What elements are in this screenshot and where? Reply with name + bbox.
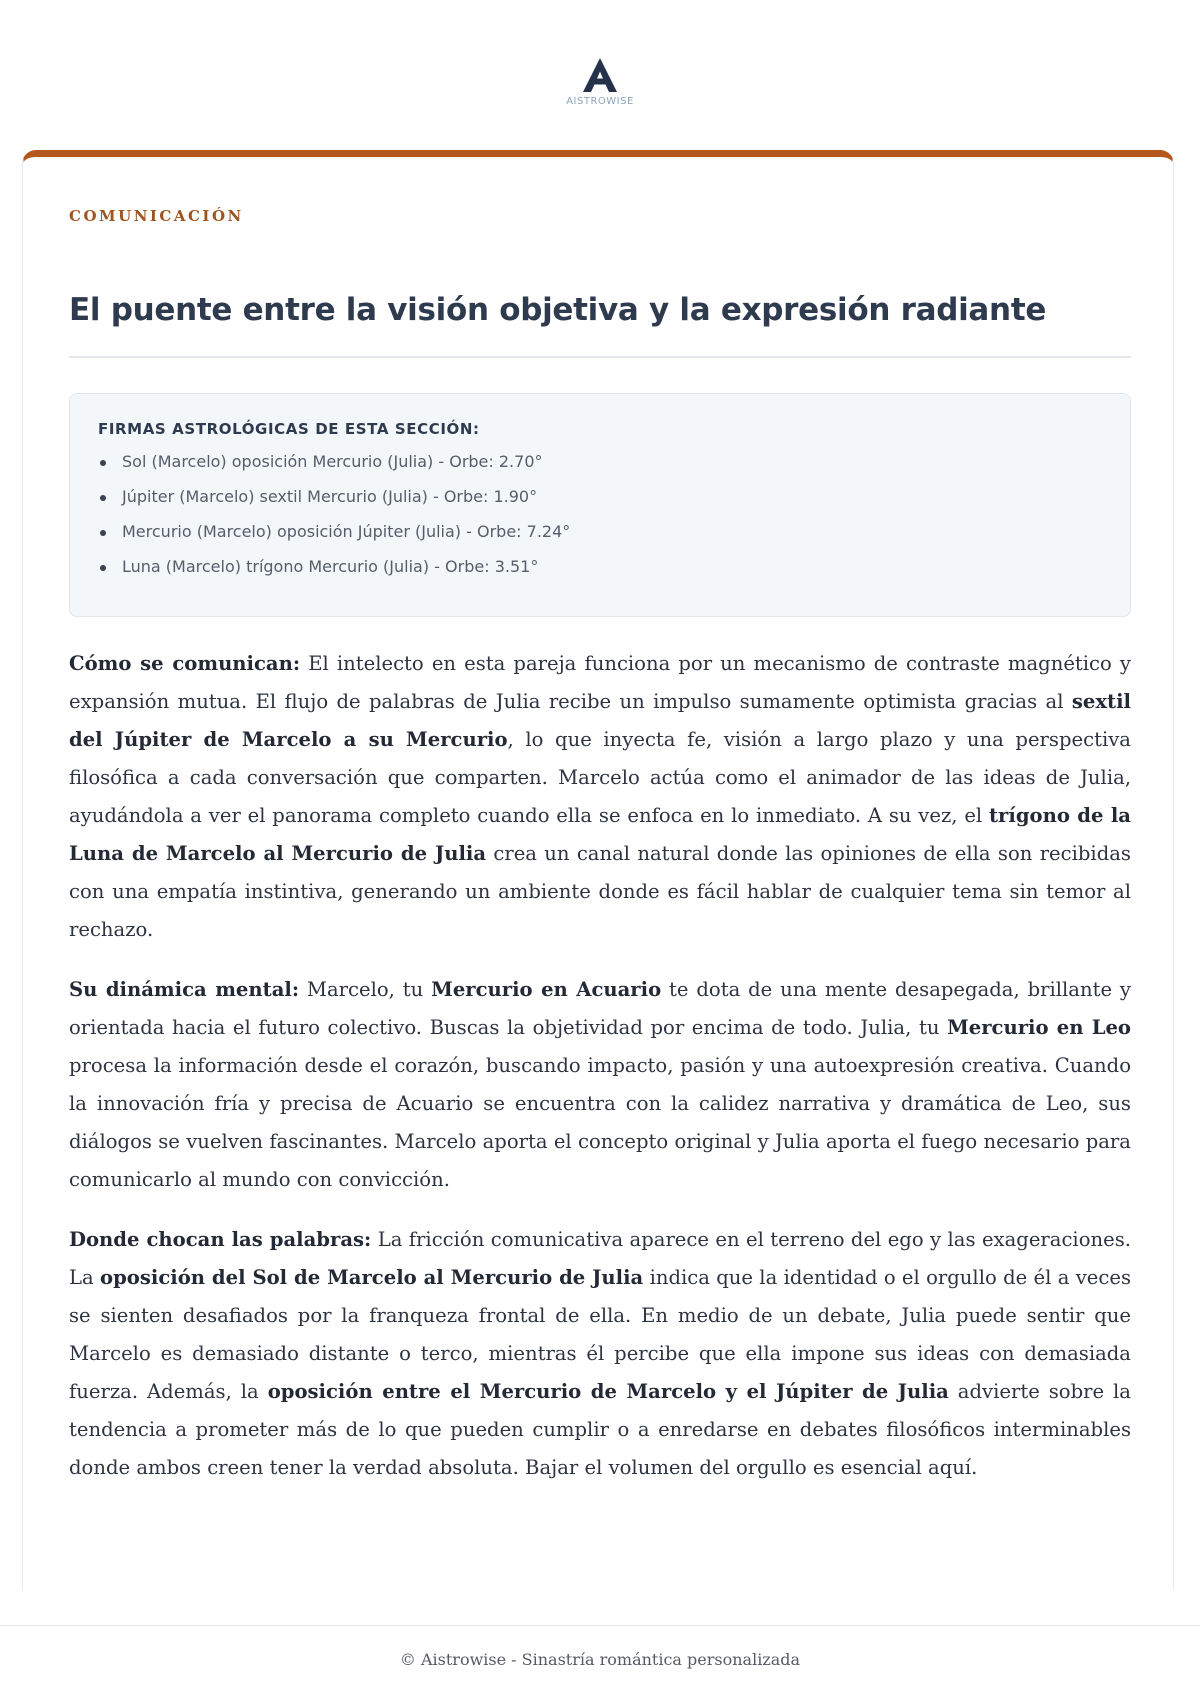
paragraph-emphasis: Mercurio en Acuario bbox=[431, 978, 662, 1001]
footer-divider bbox=[0, 1625, 1200, 1626]
paragraph-text: , lo que inyecta fe, visión a largo plazo y una perspectiva filosófica a cada conversación que comparten. Marcelo actúa como el animador de las ideas de Julia, ayudándola a ver el panorama completo cuando ella se enfoca en lo inmediato. A su vez, el bbox=[69, 728, 1131, 827]
paragraph-text: procesa la información desde el corazón, buscando impacto, pasión y una autoexpresión creativa. Cuando la innovación fría y precisa de Acuario se encuentra con la calidez narrativa y dramática de Leo, sus diálogos se vuelven fascinantes. Marcelo aporta el concepto original y Julia aporta el fuego necesario para comunicarlo al mundo con convicción. bbox=[69, 1054, 1131, 1191]
logo-a-icon bbox=[580, 56, 620, 94]
paragraph-lead: Su dinámica mental: bbox=[69, 978, 300, 1001]
paragraph-text: te dota de una mente desapegada, brillante y orientada hacia el futuro colectivo. Buscas la objetividad por encima de todo. Julia, tu bbox=[69, 978, 1131, 1039]
signature-item: Júpiter (Marcelo) sextil Mercurio (Julia) - Orbe: 1.90° bbox=[98, 487, 1102, 522]
signature-item: Mercurio (Marcelo) oposición Júpiter (Julia) - Orbe: 7.24° bbox=[98, 522, 1102, 557]
paragraph-emphasis: sextil del Júpiter de Marcelo a su Mercurio bbox=[69, 690, 1131, 751]
paragraph-text: advierte sobre la tendencia a prometer más de lo que pueden cumplir o a enredarse en debates filosóficos interminables donde ambos creen tener la verdad absoluta. Bajar el volumen del orgullo es esencial aquí. bbox=[69, 1380, 1131, 1479]
footer-copyright: © Aistrowise - Sinastría romántica personalizada bbox=[399, 1650, 801, 1669]
paragraph-text: La fricción comunicativa aparece en el terreno del ego y las exageraciones. La bbox=[69, 1228, 1131, 1289]
astrological-signatures-box bbox=[69, 393, 1131, 617]
paragraph-emphasis: trígono de la Luna de Marcelo al Mercurio de Julia bbox=[69, 804, 1131, 865]
signature-item: Sol (Marcelo) oposición Mercurio (Julia) - Orbe: 2.70° bbox=[98, 452, 1102, 487]
logo-wordmark: AISTROWISE bbox=[566, 96, 634, 107]
paragraph-text: indica que la identidad o el orgullo de él a veces se sienten desafiados por la franqueza frontal de ella. En medio de un debate, Julia puede sentir que Marcelo es demasiado distante o terco, mientras él percibe que ella impone sus ideas con demasiada fuerza. Además, la bbox=[69, 1266, 1131, 1403]
paragraph-emphasis: Mercurio en Leo bbox=[947, 1016, 1132, 1039]
section-title: El puente entre la visión objetiva y la expresión radiante bbox=[69, 292, 1047, 328]
paragraph-where-words-clash bbox=[69, 1221, 1131, 1487]
title-divider bbox=[69, 356, 1131, 358]
signatures-list bbox=[98, 452, 1102, 592]
paragraph-text: crea un canal natural donde las opiniones de ella son recibidas con una empatía instintiva, generando un ambiente donde es fácil hablar de cualquier tema sin temor al rechazo. bbox=[69, 842, 1131, 941]
paragraph-emphasis: oposición del Sol de Marcelo al Mercurio de Julia bbox=[100, 1266, 644, 1289]
section-card bbox=[22, 150, 1174, 1590]
signature-item: Luna (Marcelo) trígono Mercurio (Julia) - Orbe: 3.51° bbox=[98, 557, 1102, 592]
paragraph-mental-dynamic bbox=[69, 971, 1131, 1199]
paragraph-emphasis: oposición entre el Mercurio de Marcelo y el Júpiter de Julia bbox=[267, 1380, 949, 1403]
paragraph-lead: Cómo se comunican: bbox=[69, 652, 301, 675]
paragraph-text: Marcelo, tu bbox=[299, 978, 432, 1001]
section-label: COMUNICACIÓN bbox=[69, 207, 244, 225]
paragraph-lead: Donde chocan las palabras: bbox=[69, 1228, 372, 1251]
paragraph-how-they-communicate bbox=[69, 645, 1131, 949]
signatures-heading: FIRMAS ASTROLÓGICAS DE ESTA SECCIÓN: bbox=[98, 420, 480, 438]
paragraph-text: El intelecto en esta pareja funciona por un mecanismo de contraste magnético y expansión mutua. El flujo de palabras de Julia recibe un impulso sumamente optimista gracias al bbox=[69, 652, 1131, 713]
brand-logo bbox=[0, 56, 1200, 107]
section-body bbox=[69, 645, 1131, 1509]
